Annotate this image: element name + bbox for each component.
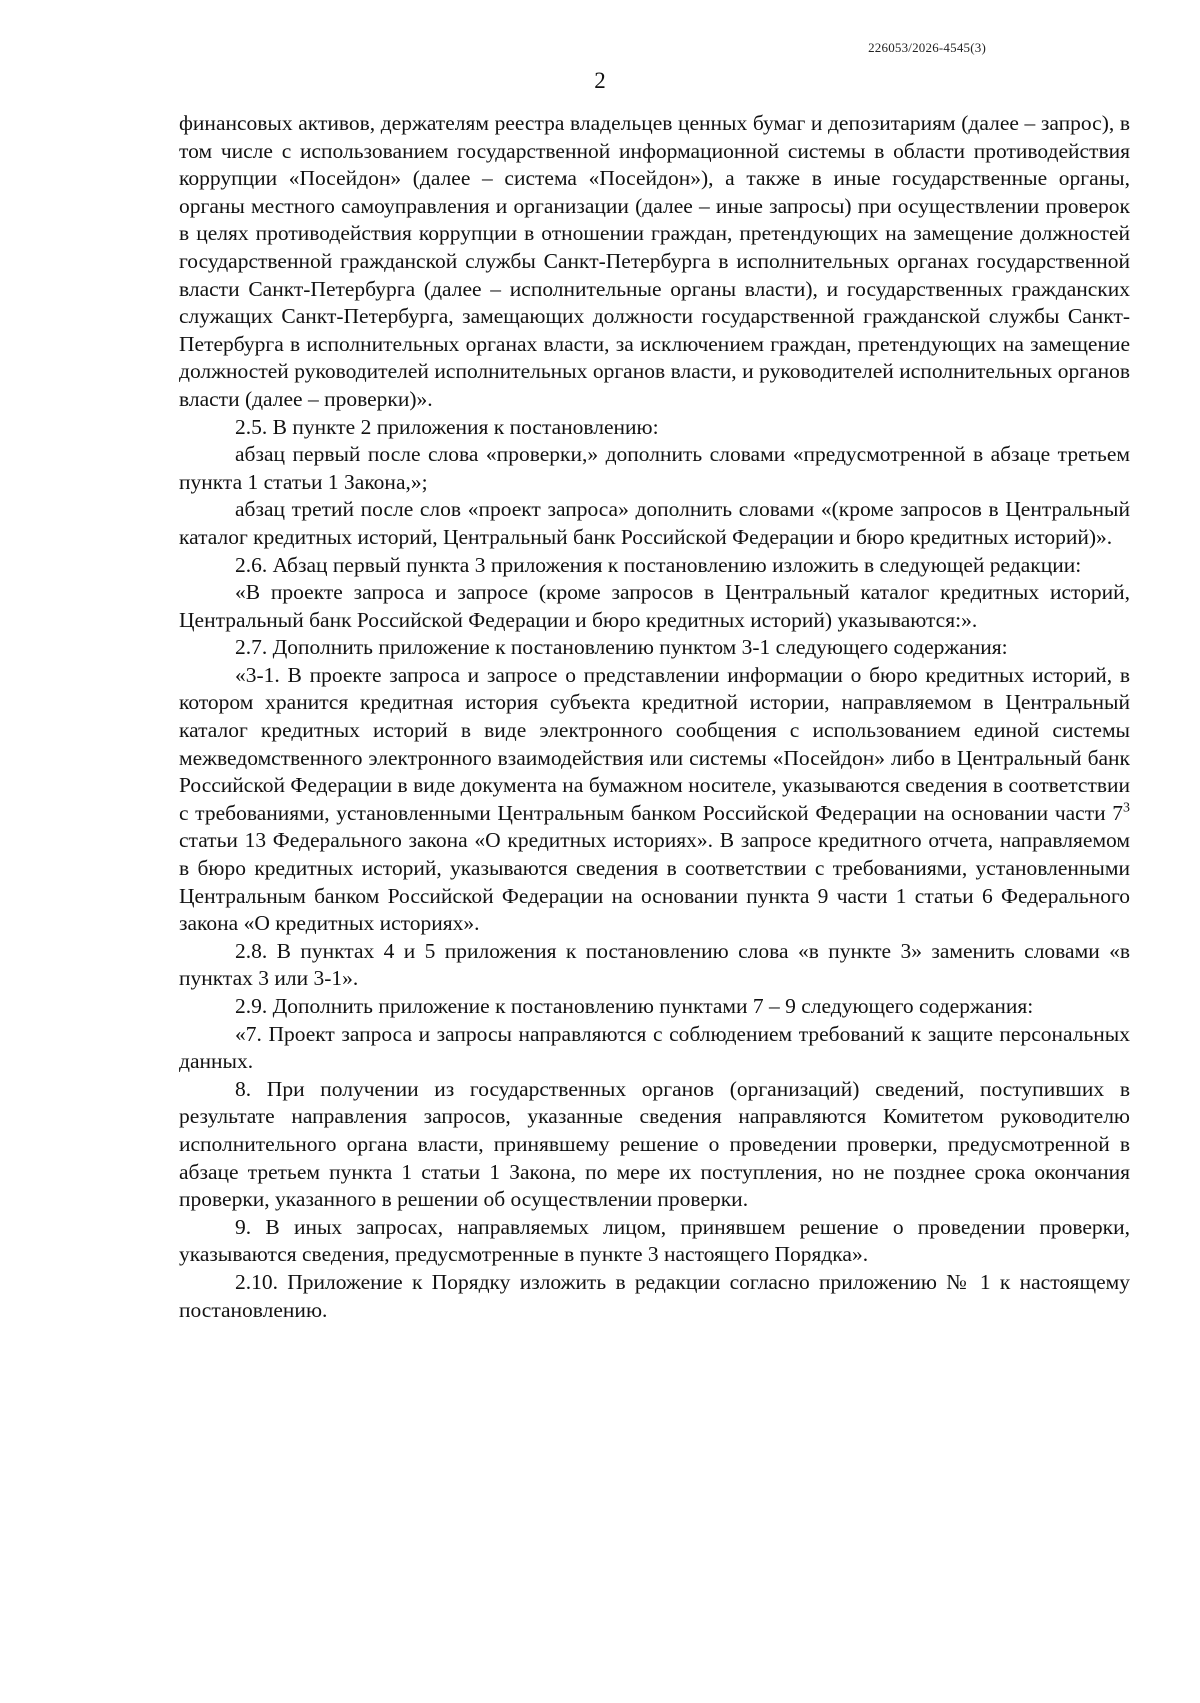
paragraph-8: 8. При получении из государственных органов (организаций) сведений, поступивших в результате направления запросов, указанные сведения направляются Комитетом руководителю исполнительного органа власти, принявшему решение о проведении проверки, предусмотренной в абзаце третьем пункта 1 статьи 1 Закона, по мере их поступления, но не позднее срока окончания проверки, указанного в решении об осуществлении проверки.: [179, 1076, 1130, 1212]
paragraph-2-5-third: абзац третий после слов «проект запроса» дополнить словами «(кроме запросов в Центральный каталог кредитных историй, Центральный банк Российской Федерации и бюро кредитных историй)».: [179, 497, 1130, 549]
paragraph-2-5: 2.5. В пункте 2 приложения к постановлению:: [235, 414, 659, 439]
paragraph-2-8: 2.8. В пунктах 4 и 5 приложения к постановлению слова «в пункте 3» заменить словами «в пунктах 3 или 3-1».: [179, 938, 1130, 991]
paragraph-3-1-continuation: статьи 13 Федерального закона «О кредитных историях». В запросе кредитного отчета, направляемом в бюро кредитных историй, указываются сведения в соответствии с требованиями, установленными Центральным банком Российской Федерации на основании пункта 9 части 1 статьи 6 Федерального закона «О кредитных историях».: [179, 828, 1130, 936]
document-registration-code: 226053/2026-4545(3): [868, 40, 986, 55]
document-body: [179, 110, 1130, 1324]
paragraph-2-9: 2.9. Дополнить приложение к постановлению пунктами 7 – 9 следующего содержания:: [235, 994, 1034, 1018]
paragraph-7: «7. Проект запроса и запросы направляются с соблюдением требований к защите персональных данных.: [179, 1021, 1130, 1074]
paragraph-3-1-text: «3-1. В проекте запроса и запросе о представлении информации о бюро кредитных историй, в котором хранится кредитная история субъекта кредитной истории, направляемом в Центральный каталог кредитных историй в виде электронного сообщения с использованием единой системы межведомственного электронного взаимодействия или системы «Посейдон» либо в Центральный банк Российской Федерации в виде документа на бумажном носителе, указываются сведения в соответствии с требованиями, установленными Центральным банком Российской Федерации на основании части 7: [179, 662, 1130, 825]
superscript-part-7: 3: [1123, 800, 1130, 816]
paragraph-continuation: финансовых активов, держателям реестра владельцев ценных бумаг и депозитариям (далее – запрос), в том числе с использованием государственной информационной системы в области противодействия коррупции «Посейдон» (далее – система «Посейдон»), а также в иные государственные органы, органы местного самоуправления и организации (далее – иные запросы) при осуществлении проверок в целях противодействия коррупции в отношении граждан, претендующих на замещение должностей государственной гражданской службы Санкт-Петербурга в исполнительных органах государственной власти Санкт-Петербурга (далее – исполнительные органы власти), и государственных гражданских служащих Санкт-Петербурга, замещающих должности государственной гражданской службы Санкт-Петербурга в исполнительных органах власти, за исключением граждан, претендующих на замещение должностей руководителей исполнительных органов власти, и руководителей исполнительных органов власти (далее – проверки)».: [179, 111, 1130, 411]
paragraph-2-5-first: абзац первый после слова «проверки,» дополнить словами «предусмотренной в абзаце третьем пункта 1 статьи 1 Закона,»;: [179, 442, 1130, 494]
paragraph-9: 9. В иных запросах, направляемых лицом, принявшем решение о проведении проверки, указываются сведения, предусмотренные в пункте 3 настоящего Порядка».: [179, 1214, 1130, 1267]
paragraph-2-6-quote: «В проекте запроса и запросе (кроме запросов в Центральный каталог кредитных историй, Центральный банк Российской Федерации и бюро кредитных историй) указываются:».: [179, 580, 1130, 632]
paragraph-2-6: 2.6. Абзац первый пункта 3 приложения к постановлению изложить в следующей редакции:: [235, 552, 1082, 577]
page-number: 2: [594, 68, 606, 93]
paragraph-3-1: [179, 662, 1130, 938]
paragraph-2-7: 2.7. Дополнить приложение к постановлению пунктом 3-1 следующего содержания:: [235, 635, 1008, 660]
paragraph-2-10: 2.10. Приложение к Порядку изложить в редакции согласно приложению № 1 к настоящему постановлению.: [179, 1269, 1130, 1322]
